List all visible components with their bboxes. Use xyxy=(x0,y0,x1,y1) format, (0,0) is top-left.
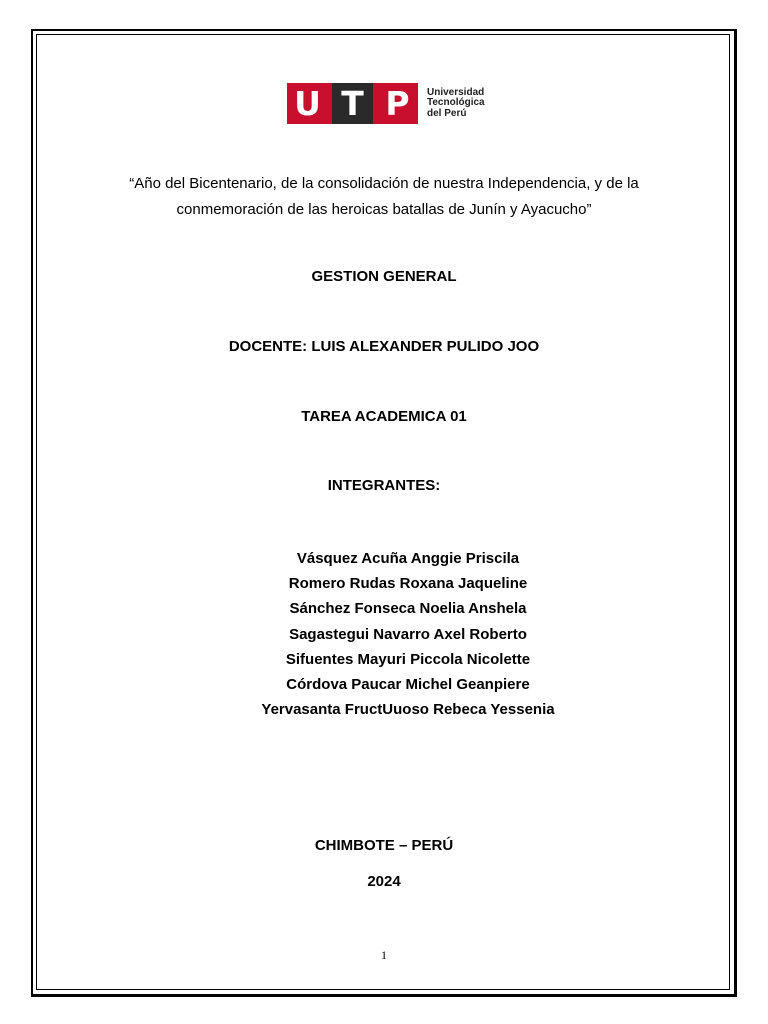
member-name: Vásquez Acuña Anggie Priscila xyxy=(296,550,520,567)
logo-letter-t: T xyxy=(332,83,373,124)
logo-line-del-peru: del Perú xyxy=(427,107,467,119)
members-list xyxy=(0,546,768,722)
year-motto-line-2: conmemoración de las heroicas batallas de Junín y Ayacucho” xyxy=(176,201,592,218)
member-name: Sifuentes Mayuri Piccola Nicolette xyxy=(285,650,531,668)
city: CHIMBOTE – PERÚ xyxy=(314,837,454,854)
member-name: Yervasanta FructUuoso Rebeca Yessenia xyxy=(261,701,555,719)
course-title: GESTION GENERAL xyxy=(311,268,457,285)
page-number: 1 xyxy=(381,948,387,962)
member-name: Sagastegui Navarro Axel Roberto xyxy=(289,625,527,643)
year: 2024 xyxy=(367,873,401,890)
utp-logo xyxy=(287,83,485,124)
member-name: Sánchez Fonseca Noelia Anshela xyxy=(289,600,527,618)
logo-line-universidad: Universidad xyxy=(427,86,485,98)
logo-line-tecnologica: Tecnológica xyxy=(427,97,485,109)
teacher-name: DOCENTE: LUIS ALEXANDER PULIDO JOO xyxy=(228,338,540,355)
member-name: Córdova Paucar Michel Geanpiere xyxy=(286,676,530,694)
year-motto xyxy=(0,171,768,223)
assignment-title: TAREA ACADEMICA 01 xyxy=(301,408,467,425)
year-motto-line-1: “Año del Bicentenario, de la consolidación de nuestra Independencia, y de la xyxy=(129,175,639,192)
logo-letter-u: U xyxy=(294,84,321,123)
members-heading: INTEGRANTES: xyxy=(327,477,441,494)
member-name: Romero Rudas Roxana Jaqueline xyxy=(288,575,528,593)
utp-logo-wordmark xyxy=(427,88,485,120)
logo-letter-p: P xyxy=(385,84,410,123)
utp-logo-mark xyxy=(287,83,418,124)
